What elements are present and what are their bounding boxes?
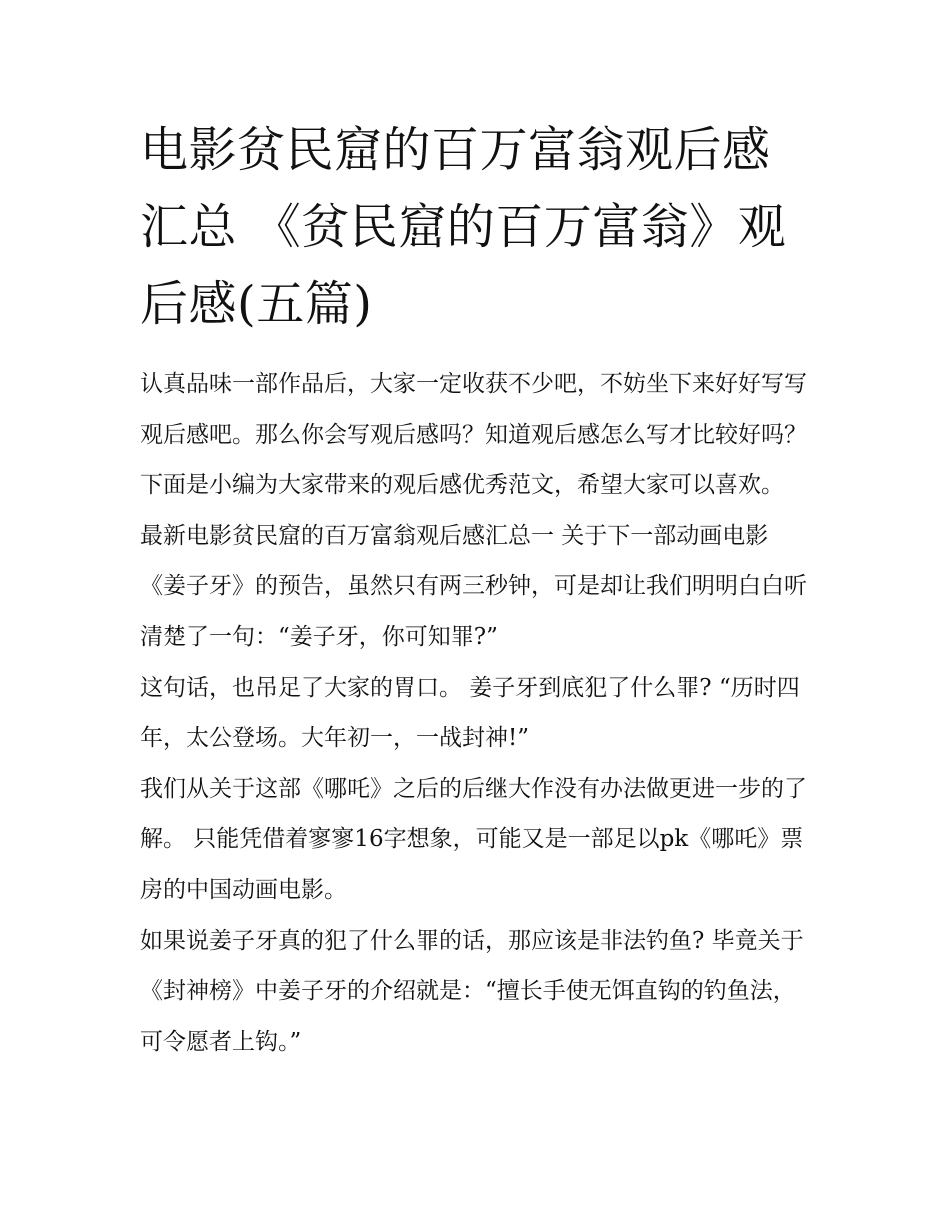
paragraph-1: 最新电影贫民窟的百万富翁观后感汇总一 关于下一部动画电影《姜子牙》的预告，虽然只有两三秒钟，可是却让我们明明白白听清楚了一句：“姜子牙，你可知罪?” [140,522,807,650]
paragraph-3: 我们从关于这部《哪吒》之后的后继大作没有办法做更进一步的了解。 只能凭借着寥寥16字想象，可能又是一部足以pk《哪吒》票房的中国动画电影。 [140,775,807,903]
paragraph-4: 如果说姜子牙真的犯了什么罪的话，那应该是非法钓鱼? 毕竟关于《封神榜》中姜子牙的介绍就是：“擅长手使无饵直钩的钓鱼法，可令愿者上钩。” [140,927,804,1055]
document-title: 电影贫民窟的百万富翁观后感汇总 《贫民窟的百万富翁》观后感(五篇) [140,122,787,332]
paragraph-2: 这句话，也吊足了大家的胃口。 姜子牙到底犯了什么罪? “历时四年，太公登场。大年初一，一战封神!” [140,674,800,752]
paragraph-intro: 认真品味一部作品后，大家一定收获不少吧，不妨坐下来好好写写观后感吧。那么你会写观后感吗？知道观后感怎么写才比较好吗？下面是小编为大家带来的观后感优秀范文，希望大家可以喜欢。 [140,371,807,499]
document-page [140,112,812,1067]
